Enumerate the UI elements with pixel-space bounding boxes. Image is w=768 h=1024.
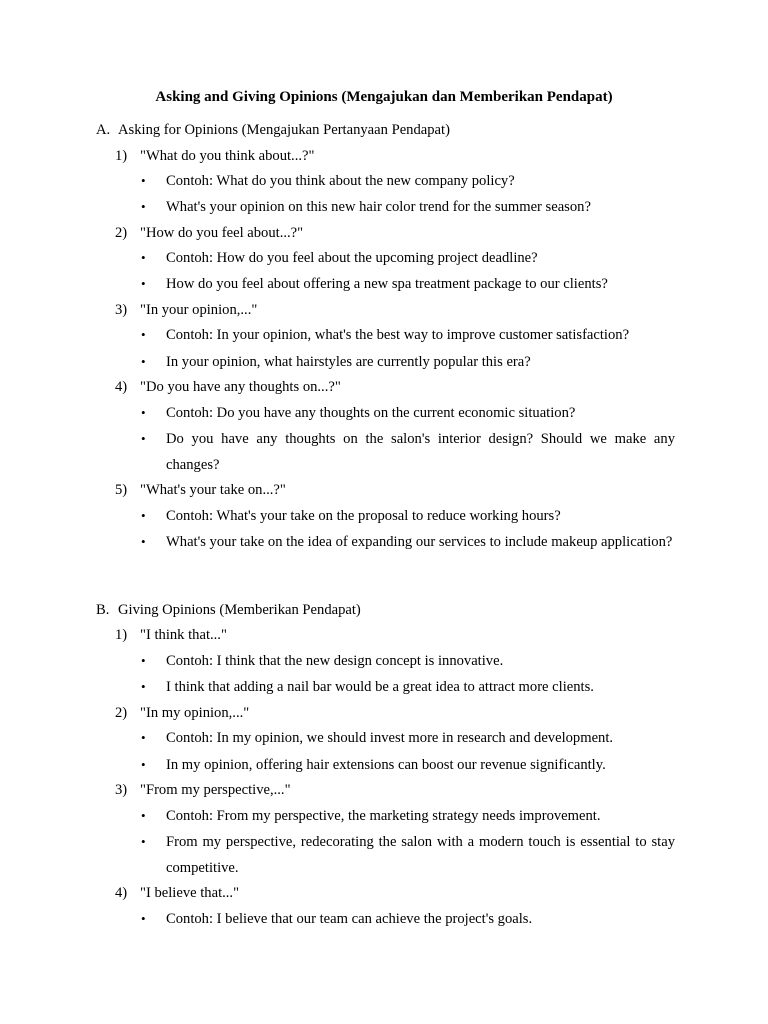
bullet-icon: • (141, 757, 146, 772)
item-number: 4) (115, 885, 128, 901)
bullet-icon: • (141, 653, 146, 668)
item-phrase: "What do you think about...?" (140, 148, 315, 164)
bullet-text: Contoh: How do you feel about the upcoming project deadline? (166, 250, 538, 266)
bullet-text: From my perspective, redecorating the salon with a modern touch is essential to stay competitive. (166, 834, 675, 876)
bullet-item (141, 648, 675, 674)
bullet-icon: • (141, 730, 146, 745)
item-number: 2) (115, 705, 128, 721)
bullet-item (141, 829, 675, 881)
bullet-item (141, 803, 675, 829)
bullet-icon: • (141, 679, 146, 694)
bullet-text: Contoh: What's your take on the proposal to reduce working hours? (166, 508, 561, 524)
bullet-icon: • (141, 508, 146, 523)
bullet-icon: • (141, 250, 146, 265)
item-phrase: "How do you feel about...?" (140, 225, 304, 241)
bullet-icon: • (141, 276, 146, 291)
numbered-item (115, 703, 249, 723)
item-number: 2) (115, 225, 128, 241)
item-phrase: "In your opinion,..." (140, 302, 258, 318)
item-phrase: "From my perspective,..." (140, 782, 291, 798)
bullet-text: In your opinion, what hairstyles are currently popular this era? (166, 354, 531, 370)
bullet-text: How do you feel about offering a new spa treatment package to our clients? (166, 276, 608, 292)
bullet-icon: • (141, 173, 146, 188)
section-heading-text: Asking for Opinions (Mengajukan Pertanyaan Pendapat) (118, 122, 450, 138)
item-number: 3) (115, 302, 128, 318)
bullet-text: Contoh: From my perspective, the marketing strategy needs improvement. (166, 808, 601, 824)
bullet-item (141, 400, 675, 426)
bullet-text: I think that adding a nail bar would be a great idea to attract more clients. (166, 679, 594, 695)
bullet-text: Contoh: What do you think about the new company policy? (166, 173, 515, 189)
bullet-text: Contoh: In my opinion, we should invest more in research and development. (166, 730, 614, 746)
bullet-item (141, 349, 675, 375)
bullet-icon: • (141, 534, 146, 549)
numbered-item (115, 625, 227, 645)
bullet-item (141, 271, 675, 297)
numbered-item (115, 883, 239, 903)
item-number: 4) (115, 379, 128, 395)
section-letter: A. (96, 122, 111, 138)
numbered-item (115, 480, 286, 500)
bullet-text: Contoh: In your opinion, what's the best way to improve customer satisfaction? (166, 327, 630, 343)
numbered-item (115, 146, 314, 166)
bullet-item (141, 322, 675, 348)
item-number: 5) (115, 482, 128, 498)
bullet-item (141, 752, 675, 778)
numbered-item (115, 223, 303, 243)
bullet-icon: • (141, 834, 146, 849)
item-phrase: "I think that..." (140, 627, 227, 643)
bullet-icon: • (141, 911, 146, 926)
section-letter: B. (96, 602, 110, 618)
bullet-icon: • (141, 199, 146, 214)
bullet-text: Do you have any thoughts on the salon's interior design? Should we make any changes? (166, 431, 675, 473)
bullet-icon: • (141, 354, 146, 369)
item-number: 3) (115, 782, 128, 798)
bullet-text: Contoh: Do you have any thoughts on the current economic situation? (166, 405, 576, 421)
bullet-text: What's your opinion on this new hair color trend for the summer season? (166, 199, 591, 215)
bullet-text: Contoh: I believe that our team can achieve the project's goals. (166, 911, 533, 927)
bullet-item (141, 426, 675, 478)
bullet-item (141, 529, 675, 555)
bullet-text: What's your take on the idea of expanding our services to include makeup application? (166, 534, 673, 550)
bullet-item (141, 168, 675, 194)
bullet-icon: • (141, 431, 146, 446)
bullet-item (141, 674, 675, 700)
bullet-icon: • (141, 327, 146, 342)
item-phrase: "What's your take on...?" (140, 482, 286, 498)
document-title: Asking and Giving Opinions (Mengajukan dan Memberikan Pendapat) (155, 89, 613, 105)
numbered-item (115, 377, 341, 397)
numbered-item (115, 300, 257, 320)
bullet-item (141, 194, 675, 220)
section-heading-text: Giving Opinions (Memberikan Pendapat) (118, 602, 361, 618)
section-heading-asking (96, 120, 450, 140)
item-phrase: "I believe that..." (140, 885, 240, 901)
bullet-item (141, 906, 675, 932)
bullet-icon: • (141, 808, 146, 823)
bullet-item (141, 245, 675, 271)
bullet-item (141, 725, 675, 751)
bullet-text: In my opinion, offering hair extensions can boost our revenue significantly. (166, 757, 606, 773)
bullet-item (141, 503, 675, 529)
bullet-text: Contoh: I think that the new design concept is innovative. (166, 653, 504, 669)
item-number: 1) (115, 627, 128, 643)
item-phrase: "In my opinion,..." (140, 705, 250, 721)
item-number: 1) (115, 148, 128, 164)
section-heading-giving (96, 600, 361, 620)
bullet-icon: • (141, 405, 146, 420)
numbered-item (115, 780, 291, 800)
item-phrase: "Do you have any thoughts on...?" (140, 379, 341, 395)
